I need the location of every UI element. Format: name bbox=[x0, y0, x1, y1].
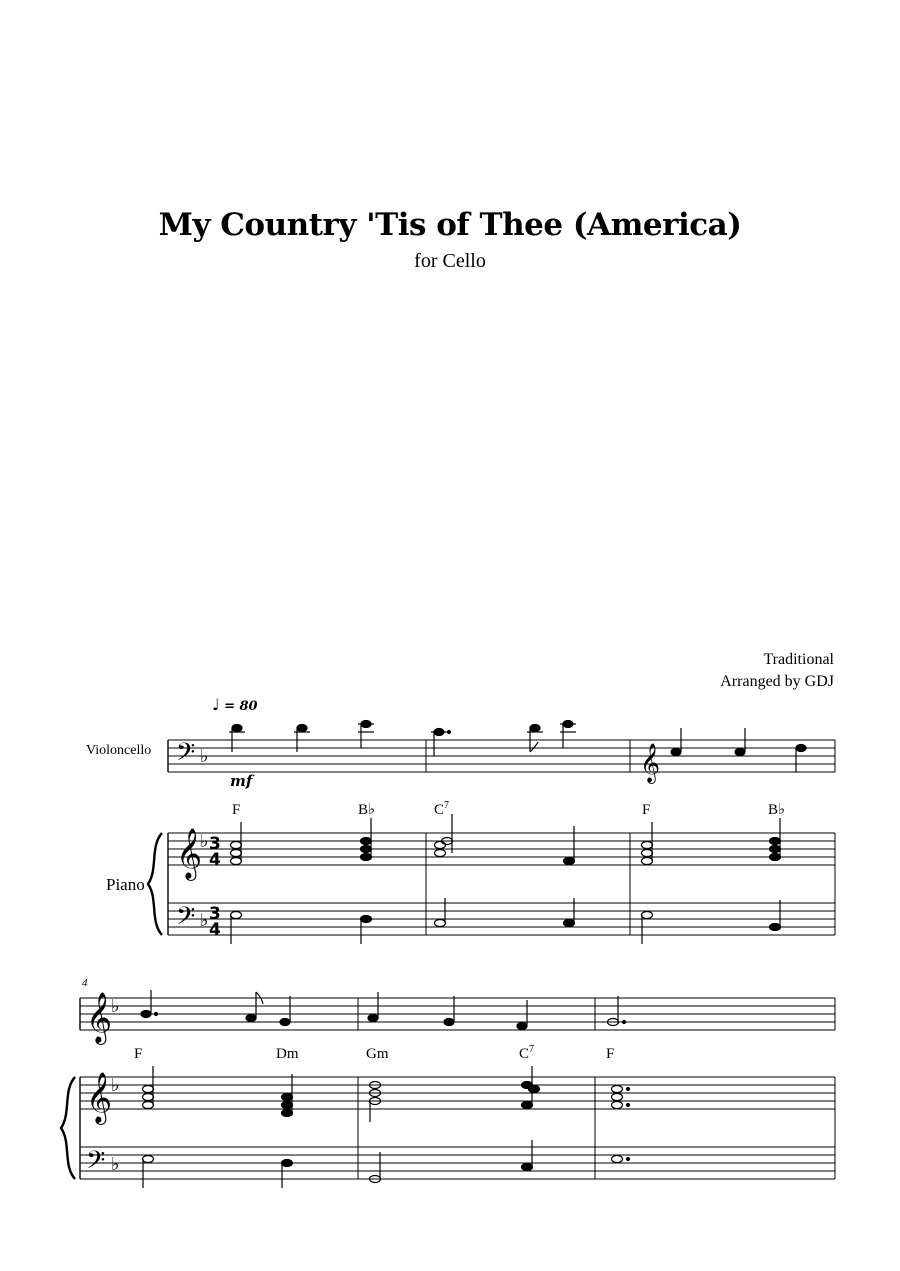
bass-clef-icon: 𝄢 bbox=[176, 902, 196, 937]
piano-treble-m6 bbox=[612, 1086, 630, 1109]
arranger-credit: Arranged by GDJ bbox=[720, 673, 834, 690]
treble-clef-icon: 𝄞 bbox=[176, 828, 203, 879]
piano-bass-m1 bbox=[231, 898, 781, 944]
svg-text:♭: ♭ bbox=[200, 910, 209, 931]
cello-notes-m4 bbox=[141, 990, 290, 1026]
svg-text:♭: ♭ bbox=[200, 831, 209, 852]
measure-number: 4 bbox=[82, 977, 88, 989]
staff-piano-treble-2 bbox=[80, 1077, 835, 1109]
staff-cello-1 bbox=[168, 740, 835, 772]
chord-symbol: Gm bbox=[366, 1046, 389, 1062]
instrument-label-piano: Piano bbox=[106, 875, 145, 894]
score-title: My Country 'Tis of Thee (America) bbox=[158, 207, 742, 243]
treble-clef-icon: 𝄞 bbox=[640, 743, 661, 783]
cello-notes-m3 bbox=[671, 728, 806, 772]
svg-text:♭: ♭ bbox=[111, 1154, 120, 1175]
piano-treble-m5 bbox=[370, 1066, 540, 1122]
instrument-label-cello: Violoncello bbox=[86, 743, 152, 758]
tempo-value: = 80 bbox=[224, 699, 258, 714]
score-subtitle: for Cello bbox=[414, 250, 486, 272]
svg-text:3: 3 bbox=[209, 904, 221, 924]
time-signature-top: 3 bbox=[209, 834, 221, 854]
bass-clef-icon: 𝄢 bbox=[86, 1146, 106, 1181]
composer-credit: Traditional bbox=[763, 651, 834, 668]
cello-notes-m2 bbox=[431, 721, 576, 757]
svg-text:♭: ♭ bbox=[200, 746, 209, 767]
staff-piano-bass-2 bbox=[80, 1147, 835, 1179]
chord-symbol: B♭ bbox=[768, 802, 786, 818]
staff-piano-treble-1 bbox=[168, 833, 835, 865]
cello-notes-m1 bbox=[229, 721, 374, 753]
dynamic-marking: mf bbox=[230, 772, 253, 790]
svg-text:♭: ♭ bbox=[111, 996, 120, 1017]
quarter-note-icon: ♩ bbox=[212, 695, 220, 714]
svg-text:4: 4 bbox=[209, 920, 221, 940]
chord-symbol: B♭ bbox=[358, 802, 376, 818]
bass-clef-icon: 𝄢 bbox=[176, 738, 196, 773]
chord-symbol: $C^7$ bbox=[434, 800, 450, 818]
treble-clef-icon: 𝄞 bbox=[86, 1072, 113, 1123]
chord-symbol: $C^7$ bbox=[519, 1044, 535, 1062]
chord-symbol: F bbox=[642, 802, 651, 818]
chord-symbol: F bbox=[606, 1046, 615, 1062]
treble-clef-icon: 𝄞 bbox=[86, 992, 113, 1043]
time-signature-bottom: 4 bbox=[209, 850, 221, 870]
staff-cello-2 bbox=[80, 998, 835, 1030]
cello-notes-m6 bbox=[608, 996, 626, 1026]
chord-symbol: Dm bbox=[276, 1046, 299, 1062]
chord-symbol: F bbox=[232, 802, 241, 818]
staff-piano-bass-1 bbox=[168, 903, 835, 935]
chord-symbol: F bbox=[134, 1046, 143, 1062]
svg-text:♭: ♭ bbox=[111, 1075, 120, 1096]
